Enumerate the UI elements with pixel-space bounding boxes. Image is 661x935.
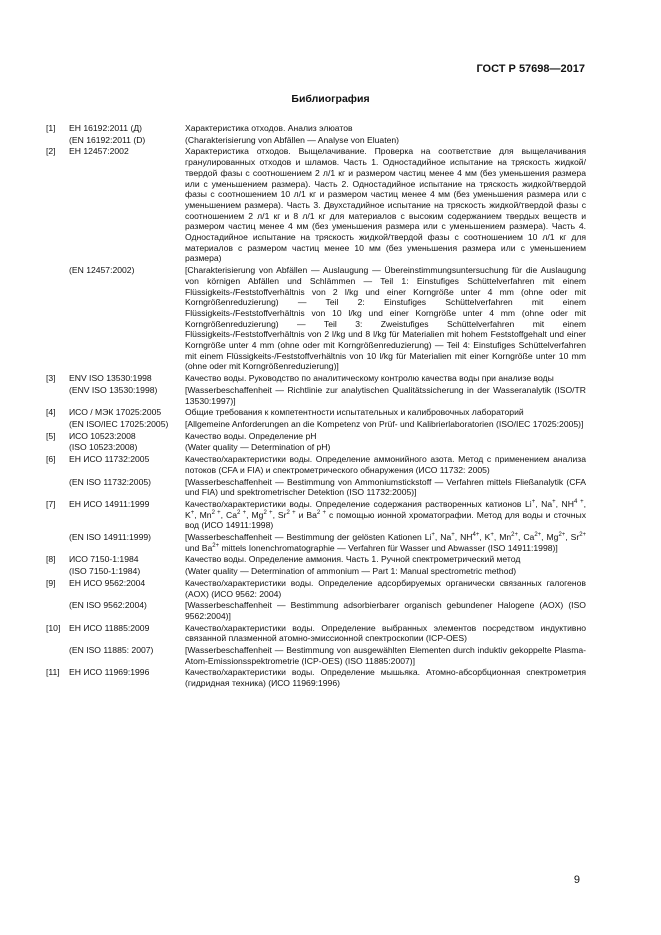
bib-entry bbox=[46, 431, 586, 442]
entry-number: [10] bbox=[46, 622, 61, 633]
text-segment: , Mg bbox=[541, 532, 559, 543]
text-segment: , K bbox=[479, 532, 491, 543]
bibliography-list bbox=[46, 123, 586, 689]
entry-code: ЕН ИСО 14911:1999 bbox=[69, 498, 150, 509]
text-segment: с помощью ионной хроматографии. Метод для воды и сточных вод (ИСО 14911:1998) bbox=[185, 509, 586, 531]
bib-entry bbox=[46, 373, 586, 384]
charge-superscript: 2 + bbox=[237, 509, 247, 516]
text-segment: , Mg bbox=[246, 509, 264, 520]
charge-superscript: + bbox=[451, 532, 455, 539]
entry-description: [Allgemeine Anforderungen an die Kompetenz von Prüf- und Kalibrierlaboratorien (ISO/IEC 17025:2005)] bbox=[185, 418, 584, 429]
text-segment: , NH bbox=[555, 498, 574, 509]
charge-superscript: + bbox=[490, 532, 494, 539]
bib-entry bbox=[46, 135, 586, 146]
bib-entry bbox=[46, 499, 586, 531]
entry-description: Качество/характеристики воды. Определение аммонийного азота. Метод с применением анализа потоков (CFA и FIA) и спектрометрического обнаружения (ИСО 11732: 2005) bbox=[185, 454, 586, 475]
charge-superscript: 2+ bbox=[511, 532, 519, 539]
page-title: Библиография bbox=[291, 93, 370, 105]
entry-code: ИСО 7150-1:1984 bbox=[69, 554, 139, 565]
entry-code: (EN ISO/IEC 17025:2005) bbox=[69, 418, 169, 429]
charge-superscript: 2 + bbox=[211, 509, 221, 516]
entry-description: Качество воды. Определение pH bbox=[185, 430, 317, 441]
text-segment: , Sr bbox=[272, 509, 287, 520]
entry-number: [8] bbox=[46, 554, 56, 565]
entry-number: [4] bbox=[46, 407, 56, 418]
standard-designation: ГОСТ Р 57698—2017 bbox=[476, 63, 585, 75]
entry-code: ИСО / МЭК 17025:2005 bbox=[69, 407, 162, 418]
entry-description: (Water quality — Determination of ammonium — Part 1: Manual spectrometric method) bbox=[185, 566, 517, 577]
text-segment: und Ba bbox=[185, 542, 213, 553]
text-segment: [Wasserbeschaffenheit — Bestimmung der gelösten Kationen Li bbox=[185, 532, 432, 543]
entry-code: (EN 12457:2002) bbox=[69, 265, 135, 276]
entry-description: [Wasserbeschaffenheit — Bestimmung von ausgewählten Elementen durch induktiv gekoppelte Plasma-Atom-Emissionsspektrometrie (ICP-OES) (ISO 11885:2007)] bbox=[185, 645, 586, 666]
charge-superscript: 4+ bbox=[472, 532, 480, 539]
bib-entry bbox=[46, 578, 586, 599]
entry-code: ЕН ИСО 11885:2009 bbox=[69, 622, 150, 633]
text-segment: , Ca bbox=[220, 509, 238, 520]
bib-entry bbox=[46, 600, 586, 621]
entry-code: ЕН 12457:2002 bbox=[69, 146, 129, 157]
entry-description bbox=[185, 499, 586, 531]
entry-number: [3] bbox=[46, 373, 56, 384]
charge-superscript: 2+ bbox=[212, 542, 220, 549]
entry-code: (EN ISO 9562:2004) bbox=[69, 600, 147, 611]
text-segment: , Na bbox=[535, 498, 553, 509]
charge-superscript: 4 + bbox=[573, 498, 584, 505]
entry-code: ЕН ИСО 9562:2004 bbox=[69, 577, 146, 588]
text-segment: Качество/характеристики воды. Определение содержания растворенных катионов Li bbox=[185, 498, 532, 509]
charge-superscript: + bbox=[552, 498, 556, 505]
text-segment: , NH bbox=[454, 532, 473, 543]
entry-number: [7] bbox=[46, 498, 56, 509]
bib-entry bbox=[46, 645, 586, 666]
charge-superscript: + bbox=[190, 509, 195, 516]
entry-number: [6] bbox=[46, 454, 56, 465]
bib-entry bbox=[46, 385, 586, 406]
bib-entry bbox=[46, 123, 586, 134]
page-number: 9 bbox=[573, 874, 580, 886]
bib-entry bbox=[46, 566, 586, 577]
charge-superscript: 2 + bbox=[316, 509, 327, 516]
text-segment: и Ba bbox=[295, 509, 317, 520]
entry-code: (EN ISO 11885: 2007) bbox=[69, 645, 154, 656]
text-segment: , Mn bbox=[493, 532, 512, 543]
bib-entry bbox=[46, 477, 586, 498]
bib-entry bbox=[46, 419, 586, 430]
text-segment: mittels Ionenchromatographie — Verfahren für Wasser und Abwasser (ISO 14911:1998)] bbox=[219, 542, 558, 553]
entry-description: Качество/характеристики воды. Определение выбранных элементов посредством индуктивно связанной плазменной атомно-эмиссионной спектроскопии (ICP-OES) bbox=[185, 622, 586, 644]
entry-code: (EN ISO 11732:2005) bbox=[69, 476, 152, 487]
bib-entry bbox=[46, 532, 586, 553]
text-segment: , Mn bbox=[194, 509, 212, 520]
bib-entry bbox=[46, 454, 586, 475]
entry-code: ЕН ИСО 11732:2005 bbox=[69, 454, 150, 465]
text-segment: , Na bbox=[434, 532, 452, 543]
bib-entry bbox=[46, 146, 586, 264]
entry-code: ЕН 16192:2011 (Д) bbox=[69, 123, 143, 133]
charge-superscript: 2+ bbox=[558, 532, 566, 539]
bib-entry bbox=[46, 667, 586, 688]
entry-code: (EN ISO 14911:1999) bbox=[69, 532, 152, 543]
entry-description: [Charakterisierung von Abfällen — Auslaugung — Übereinstimmungsuntersuchung für die Auslaugung von körnigen Abfällen und Schlämmen — Teil 1: Einstufiges Schüttelverfahren mit einem Flüssigkeits-/Feststoffverhältnis von 2 l/kg und einer Korngröße unter 4 mm (ohne oder mit Korngrößenreduzierung) — Teil 2: Einstufiges Schüttelverfahren mit einem Flüssigkeits-/Feststoffverhältnis von 10 l/kg und einer Korngröße unter 4 mm (ohne oder mit Korngrößenreduzierung) — Teil 3: Zweistufiges Schüttelverfahren mit einem Flüssigkeits-/Feststoffverhältnis von 2 l/kg und 8 l/kg für Materialien mit hohem Feststoffgehalt und einer Korngröße unter 4 mm (ohne oder mit Korngrößenreduzierung) — Teil 4: Einstufiges Schüttelverfahren mit einem Flüssigkeits-/Feststoffverhältnis von 10 l/kg für Materialien mit einer Korngröße unter 10 mm (ohne oder mit Korngrößenreduzierung)] bbox=[185, 265, 586, 372]
entry-code: ENV ISO 13530:1998 bbox=[69, 373, 152, 384]
entry-code: (ENV ISO 13530:1998) bbox=[69, 384, 158, 395]
entry-description: Характеристика отходов. Анализ элюатов bbox=[185, 123, 353, 133]
entry-code: ЕН ИСО 11969:1996 bbox=[69, 667, 150, 678]
charge-superscript: 2+ bbox=[579, 532, 587, 539]
text-segment: , Ca bbox=[518, 532, 535, 543]
bib-entry bbox=[46, 265, 586, 372]
entry-number: [2] bbox=[46, 146, 56, 157]
entry-description: Качество/характеристики воды. Определение мышьяка. Атомно-абсорбционная спектрометрия (гидридная техника) (ИСО 11969:1996) bbox=[185, 667, 586, 689]
charge-superscript: 2 + bbox=[286, 509, 296, 516]
entry-description: Общие требования к компетентности испытательных и калибровочных лабораторий bbox=[185, 407, 524, 418]
entry-code: (ISO 10523:2008) bbox=[69, 442, 138, 453]
bib-entry bbox=[46, 442, 586, 453]
text-segment: , Sr bbox=[565, 532, 580, 543]
text-segment: , K bbox=[185, 498, 587, 520]
entry-description: Характеристика отходов. Выщелачивание. Проверка на соответствие для выщелачивания гранулированных отходов и шламов. Часть 1. Одностадийное испытание на тряскость жидкой/твердой фазы с соотношением 2 л/1 кг и размером частиц менее 4 мм (без уменьшения размера или с уменьшением размера). Часть 2. Одностадийное испытание на тряскость жидкой/твердой фазы с соотношением 10 л/1 кг и размером частиц менее 4 мм (без уменьшения размера или с уменьшением размера). Часть 3. Двухстадийное испытание на тряскость жидкой/твердой фазы с соотношением 2 л/1 кг и 8 л/1 кг для материалов с высоким содержанием твердых веществ и размером частиц менее 4 мм (без уменьшения размера или с уменьшением размера). Часть 4. Одностадийное испытание на тряскость жидкой/твердой фазы с соотношением 10 л/1 кг для материалов с размером частиц менее 10 мм (без уменьшения размера или с уменьшением размера) bbox=[185, 146, 586, 264]
charge-superscript: + bbox=[431, 532, 435, 539]
charge-superscript: 2+ bbox=[534, 532, 542, 539]
entry-description: [Wasserbeschaffenheit — Bestimmung von Ammoniumstickstoff — Verfahren mittels Fließanalytik (CFA und FIA) und spektrometrischer Detektion (ISO 11732:2005)] bbox=[185, 476, 586, 498]
entry-number: [5] bbox=[46, 430, 56, 441]
bib-entry bbox=[46, 407, 586, 418]
entry-description: Качество воды. Руководство по аналитическому контролю качества воды при анализе воды bbox=[185, 373, 554, 384]
entry-description: [Wasserbeschaffenheit — Richtlinie zur analytischen Qualitätssicherung in der Wasseranalytik (ISO/TR 13530:1997)] bbox=[185, 384, 586, 406]
entry-description bbox=[185, 532, 586, 553]
entry-description: (Charakterisierung von Abfällen — Analyse von Eluaten) bbox=[185, 134, 400, 145]
entry-number: [9] bbox=[46, 577, 56, 588]
entry-description: [Wasserbeschaffenheit — Bestimmung adsorbierbarer organisch gebundener Halogene (AOX) (ISO 9562:2004)] bbox=[185, 600, 586, 621]
bib-entry bbox=[46, 554, 586, 565]
entry-description: Качество воды. Определение аммония. Часть 1. Ручной спектрометрический метод bbox=[185, 554, 521, 565]
entry-number: [1] bbox=[46, 123, 56, 133]
entry-code: ИСО 10523:2008 bbox=[69, 430, 136, 441]
entry-number: [11] bbox=[46, 667, 60, 678]
bib-entry bbox=[46, 623, 586, 644]
entry-code: (ISO 7150-1:1984) bbox=[69, 566, 141, 577]
entry-description: Качество/характеристики воды. Определение адсорбируемых органически связанных галогенов (AOX) (ИСО 9562: 2004) bbox=[185, 577, 586, 599]
charge-superscript: + bbox=[531, 498, 536, 505]
charge-superscript: 2 + bbox=[263, 509, 273, 516]
entry-description: (Water quality — Determination of pH) bbox=[185, 442, 331, 453]
entry-code: (EN 16192:2011 (D) bbox=[69, 134, 146, 145]
